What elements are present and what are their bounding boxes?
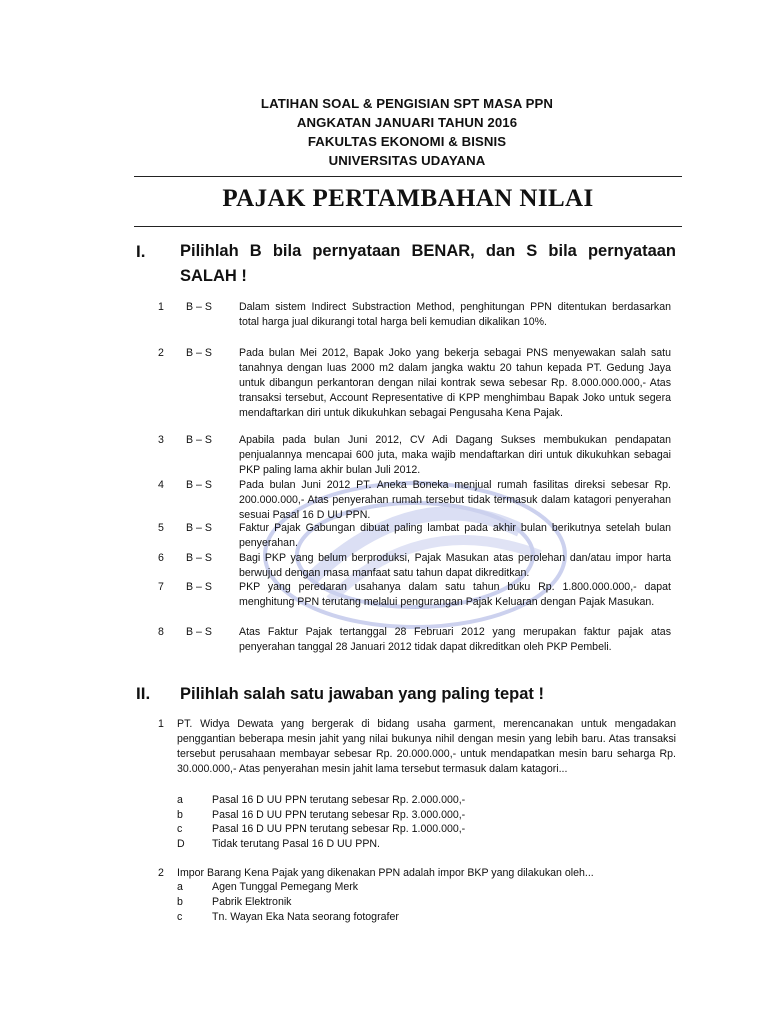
statement-number: 3 [158,434,164,446]
statement-number: 5 [158,522,164,534]
statement-text: PKP yang peredaran usahanya dalam satu tahun buku Rp. 1.800.000.000,- dapat menghitung PPN terutang melalui pengurangan Pajak Keluaran dengan Pajak Masukan. [239,581,671,608]
section-1-title: Pilihlah B bila pernyataan BENAR, dan S bila pernyataan SALAH ! [180,242,676,285]
statement-text: Faktur Pajak Gabungan dibuat paling lambat pada akhir bulan berikutnya setelah bulan penyerahan. [239,522,671,549]
option-text: Tn. Wayan Eka Nata seorang fotografer [212,911,399,923]
statement-text: Bagi PKP yang belum berproduksi, Pajak Masukan atas perolehan dan/atau impor harta berwujud dengan masa manfaat satu tahun dapat dikreditkan. [239,552,671,579]
option-letter: b [177,809,183,821]
question-text: Impor Barang Kena Pajak yang dikenakan PPN adalah impor BKP yang dilakukan oleh... [177,867,594,879]
option-letter: a [177,881,183,893]
section-1-number: I. [136,242,146,261]
statement-text: Pada bulan Juni 2012 PT. Aneka Boneka menjual rumah fasilitas direksi sebesar Rp. 200.000.000,- Atas penyerahan rumah tersebut tidak termasuk dalam katagori penyerahan sesuai Pasal 16 D UU PPN. [239,479,671,521]
statement-answer-choice: B – S [186,626,212,638]
question-text: PT. Widya Dewata yang bergerak di bidang usaha garment, merencanakan untuk mengadakan penggantian beberapa mesin jahit yang nilai bukunya nihil dengan mesin yang lebih baru. Atas transaksi tersebut perusahaan membayar sebesar Rp. 20.000.000,- untuk mendapatkan mesin baru seharga Rp. 30.000.000,- Atas penyerahan mesin jahit lama tersebut termasuk dalam katagori... [177,718,676,775]
statement-answer-choice: B – S [186,479,212,491]
option-text: Agen Tunggal Pemegang Merk [212,881,359,893]
statement-text: Apabila pada bulan Juni 2012, CV Adi Dagang Sukses membukukan pendapatan penjualannya mencapai 600 juta, maka wajib mendaftarkan diri untuk dikukuhkan sebagai PKP paling lama akhir bulan Juli 2012. [239,434,671,476]
statement-number: 8 [158,626,164,638]
statement-number: 4 [158,479,164,491]
statement-text: Dalam sistem Indirect Substraction Method, penghitungan PPN ditentukan berdasarkan total harga jual dikurangi total harga beli kemudian dikalikan 10%. [239,301,671,328]
statement-number: 7 [158,581,164,593]
page-title: PAJAK PERTAMBAHAN NILAI [222,185,594,212]
statement-number: 1 [158,301,164,313]
header-line-3: FAKULTAS EKONOMI & BISNIS [307,134,507,149]
header-line-2: ANGKATAN JANUARI TAHUN 2016 [296,115,518,130]
header-line-1: LATIHAN SOAL & PENGISIAN SPT MASA PPN [260,96,554,111]
option-text: Pasal 16 D UU PPN terutang sebesar Rp. 2.000.000,- [212,794,466,806]
option-text: Pabrik Elektronik [212,896,292,908]
option-text: Pasal 16 D UU PPN terutang sebesar Rp. 1.000.000,- [212,823,466,835]
document-header [134,94,680,170]
section-2-number: II. [136,684,151,703]
statement-number: 2 [158,347,164,359]
statement-answer-choice: B – S [186,522,212,534]
divider-bottom [134,226,682,227]
statement-answer-choice: B – S [186,347,212,359]
option-letter: b [177,896,183,908]
option-letter: a [177,794,183,806]
question-number: 1 [158,718,164,730]
section-2-title: Pilihlah salah satu jawaban yang paling tepat ! [180,685,544,703]
option-letter: c [177,823,183,835]
statement-text: Atas Faktur Pajak tertanggal 28 Februari 2012 yang merupakan faktur pajak atas penyerahan tanggal 28 Januari 2012 tidak dapat dikreditkan oleh PKP Pembeli. [239,626,671,653]
header-line-4: UNIVERSITAS UDAYANA [328,153,486,168]
statement-answer-choice: B – S [186,434,212,446]
statement-number: 6 [158,552,164,564]
option-text: Pasal 16 D UU PPN terutang sebesar Rp. 3.000.000,- [212,809,466,821]
statement-answer-choice: B – S [186,301,212,313]
question-number: 2 [158,867,164,879]
option-letter: c [177,911,183,923]
option-text: Tidak terutang Pasal 16 D UU PPN. [212,838,381,850]
divider-top [134,176,682,177]
statement-answer-choice: B – S [186,552,212,564]
statement-text: Pada bulan Mei 2012, Bapak Joko yang bekerja sebagai PNS menyewakan salah satu tanahnya dengan luas 2000 m2 dalam jangka waktu 20 tahun kepada PT. Gedung Jaya untuk dibangun perkantoran dengan nilai kontrak sewa sebesar Rp. 8.000.000.000,- Atas transaksi tersebut, Account Representative di KPP menghimbau Bapak Joko untuk segera mendaftarkan diri untuk dikukuhkan sebagai Pengusaha Kena Pajak. [239,347,671,419]
statement-answer-choice: B – S [186,581,212,593]
option-letter: D [177,838,185,850]
